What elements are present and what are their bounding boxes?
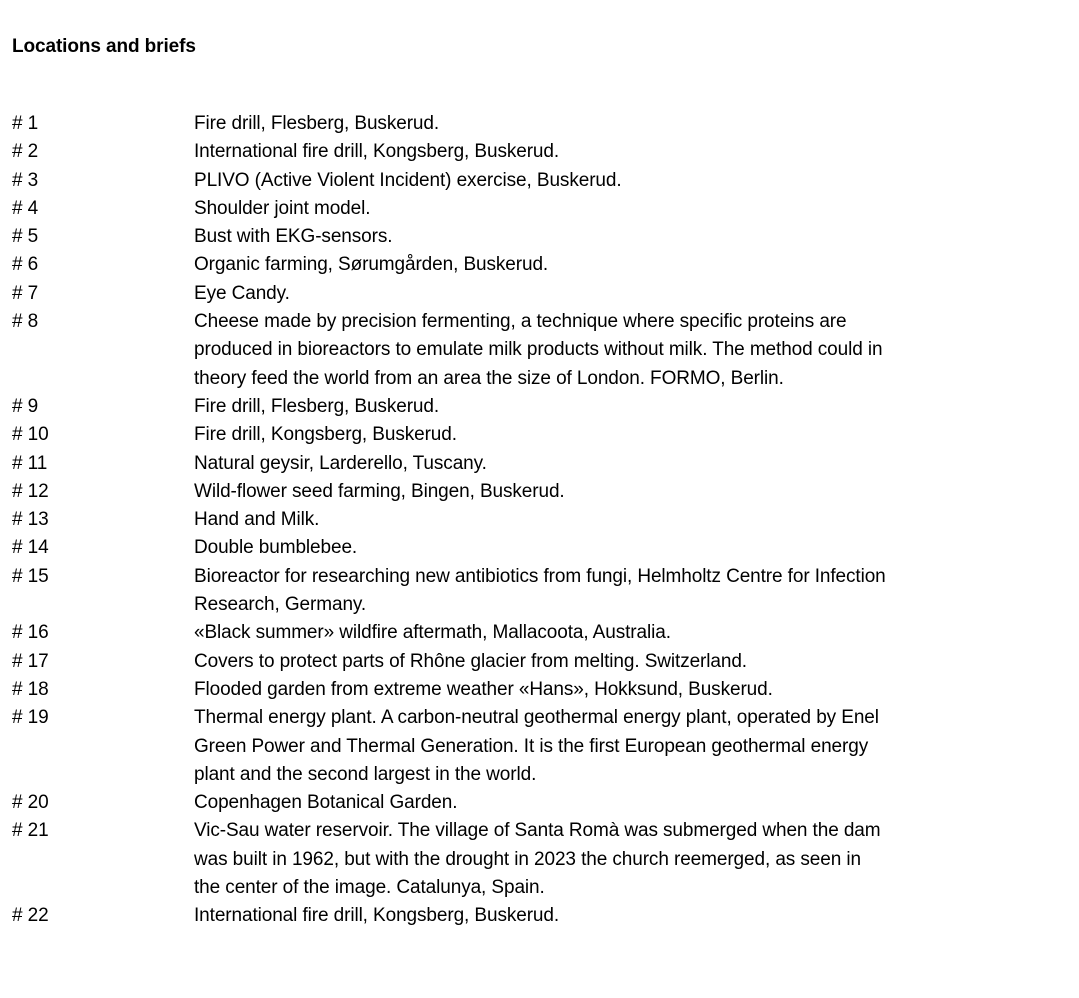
entry-description: Eye Candy. <box>194 282 290 304</box>
entry-description: Fire drill, Flesberg, Buskerud. <box>194 113 440 134</box>
list-item <box>12 817 1067 902</box>
entry-description: Cheese made by precision fermenting, a technique where specific proteins are produced in bioreactors to emulate milk products without milk. The method could in theory feed the world from an area the size of London. FORMO, Berlin. <box>194 311 883 389</box>
entry-number: # 7 <box>12 282 39 304</box>
entry-number: # 6 <box>12 254 39 276</box>
entry-number: # 1 <box>12 113 39 134</box>
entry-number: # 2 <box>12 141 39 163</box>
entry-number: # 10 <box>12 424 49 446</box>
entry-number: # 15 <box>12 565 49 587</box>
entry-description: «Black summer» wildfire aftermath, Mallacoota, Australia. <box>194 622 671 644</box>
entry-number: # 11 <box>12 452 48 474</box>
entry-number: # 12 <box>12 480 49 502</box>
entry-number: # 13 <box>12 509 49 531</box>
list-item <box>12 648 1067 676</box>
entry-number: # 3 <box>12 169 39 191</box>
entry-number: # 18 <box>12 678 49 700</box>
entry-description: Shoulder joint model. <box>194 197 371 219</box>
locations-and-briefs-list <box>12 110 1067 931</box>
list-item <box>12 902 1067 930</box>
list-item <box>12 421 1067 449</box>
list-item <box>12 478 1067 506</box>
list-item <box>12 676 1067 704</box>
entry-description: PLIVO (Active Violent Incident) exercise, Buskerud. <box>194 169 622 191</box>
entry-description: Covers to protect parts of Rhône glacier from melting. Switzerland. <box>194 650 747 672</box>
entry-number: # 20 <box>12 792 49 814</box>
entry-description: Flooded garden from extreme weather «Hans», Hokksund, Buskerud. <box>194 678 773 700</box>
list-item <box>12 195 1067 223</box>
entry-number: # 14 <box>12 537 49 559</box>
entry-number: # 5 <box>12 226 39 248</box>
entry-number: # 8 <box>12 311 39 333</box>
entry-description: Double bumblebee. <box>194 537 358 559</box>
list-item <box>12 704 1067 789</box>
list-item <box>12 393 1067 421</box>
entry-description: Fire drill, Kongsberg, Buskerud. <box>194 424 457 446</box>
entry-description: Hand and Milk. <box>194 509 320 531</box>
list-item <box>12 110 1067 138</box>
entry-number: # 22 <box>12 905 49 927</box>
entry-description: Bioreactor for researching new antibiotics from fungi, Helmholtz Centre for Infection Research, Germany. <box>194 565 886 616</box>
list-item <box>12 308 1067 393</box>
list-item <box>12 789 1067 817</box>
list-item <box>12 534 1067 562</box>
list-item <box>12 251 1067 279</box>
entry-description: Fire drill, Flesberg, Buskerud. <box>194 395 440 417</box>
entry-description: Natural geysir, Larderello, Tuscany. <box>194 452 487 474</box>
entry-number: # 21 <box>12 820 49 842</box>
entry-description: Vic-Sau water reservoir. The village of Santa Romà was submerged when the dam was built in 1962, but with the drought in 2023 the church reemerged, as seen in the center of the image. Catalunya, Spain. <box>194 820 881 899</box>
entry-number: # 4 <box>12 197 39 219</box>
list-item <box>12 223 1067 251</box>
list-item <box>12 280 1067 308</box>
list-item <box>12 506 1067 534</box>
entry-description: International fire drill, Kongsberg, Buskerud. <box>194 905 560 927</box>
entry-number: # 9 <box>12 395 39 417</box>
entry-number: # 17 <box>12 650 49 672</box>
entry-description: Bust with EKG-sensors. <box>194 226 393 248</box>
page-title: Locations and briefs <box>12 36 196 57</box>
entry-number: # 16 <box>12 622 49 644</box>
list-item <box>12 138 1067 166</box>
list-item <box>12 450 1067 478</box>
list-item <box>12 563 1067 620</box>
entry-description: Wild-flower seed farming, Bingen, Buskerud. <box>194 480 565 502</box>
entry-description: International fire drill, Kongsberg, Buskerud. <box>194 141 560 163</box>
entry-number: # 19 <box>12 707 49 729</box>
list-item <box>12 619 1067 647</box>
entry-description: Thermal energy plant. A carbon-neutral geothermal energy plant, operated by Enel Green Power and Thermal Generation. It is the first European geothermal energy plant and the second largest in the world. <box>194 707 879 785</box>
entry-description: Organic farming, Sørumgården, Buskerud. <box>194 254 549 276</box>
list-item <box>12 167 1067 195</box>
entry-description: Copenhagen Botanical Garden. <box>194 792 458 814</box>
